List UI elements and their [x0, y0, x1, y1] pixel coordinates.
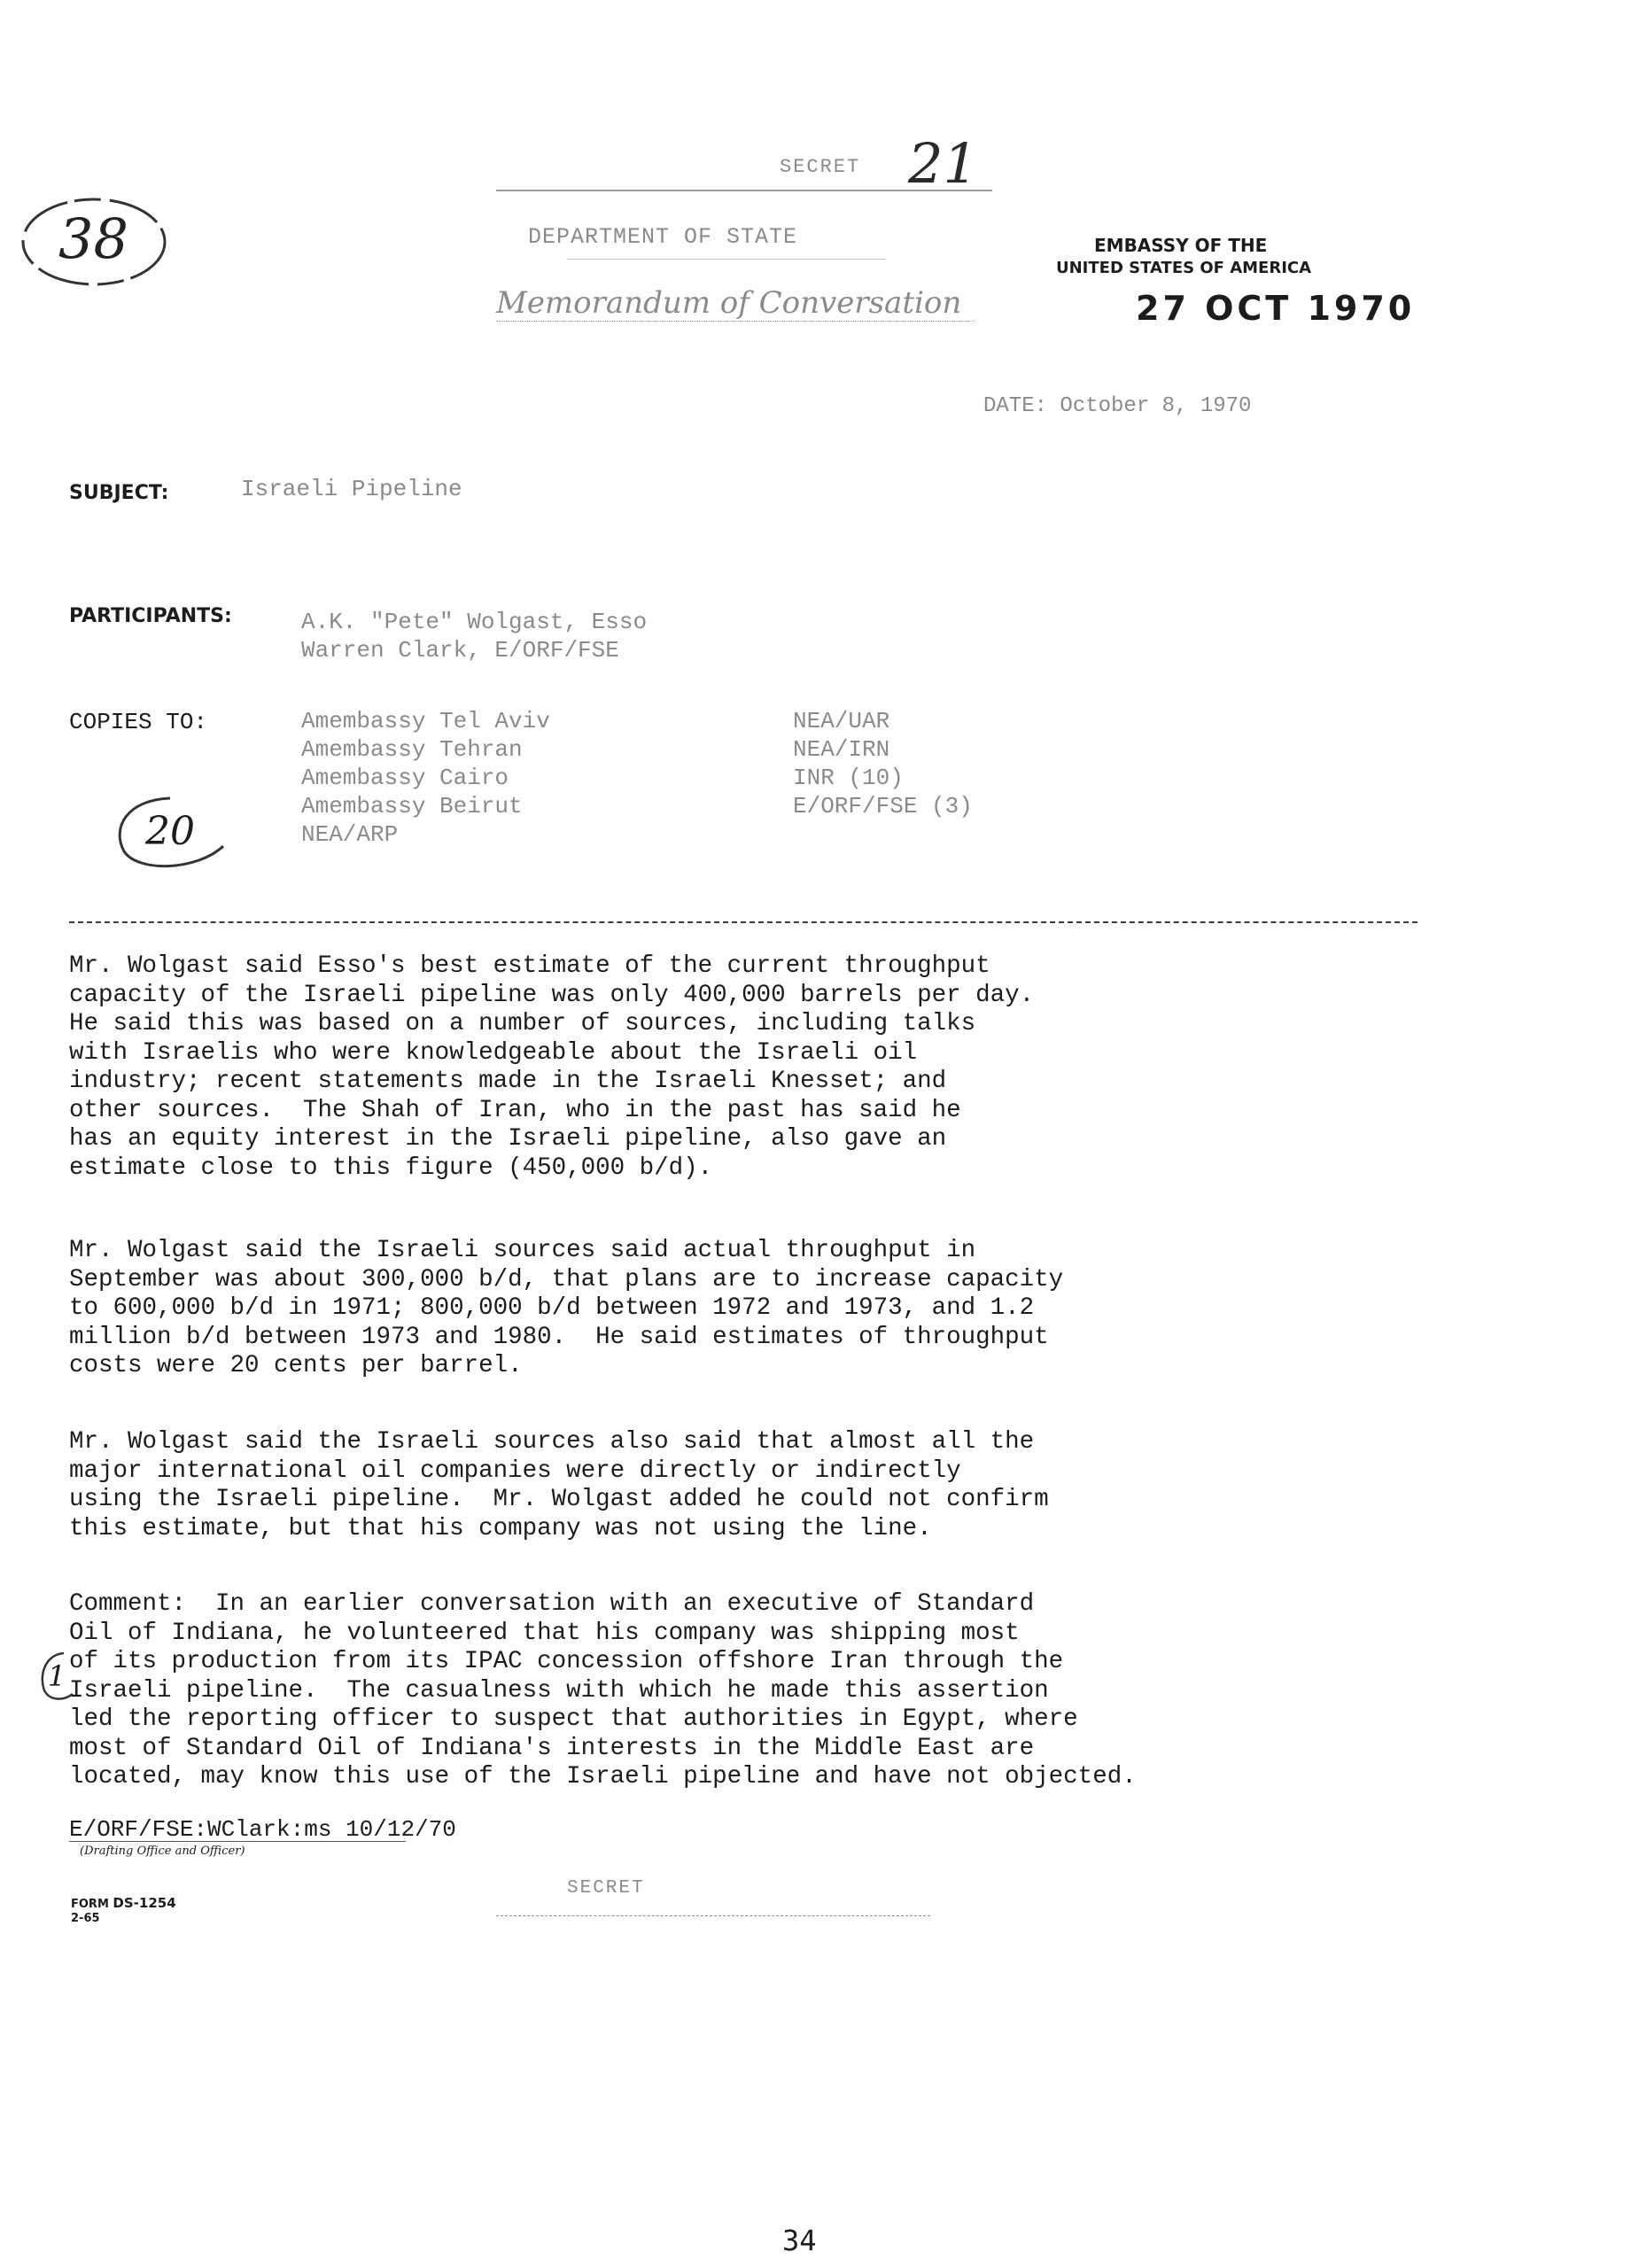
- classification-bottom: SECRET: [567, 1878, 645, 1899]
- body-paragraph-4-comment: Comment: In an earlier conversation with an executive of Standard Oil of Indiana, he volunteered that his company was shipping most of its production from its IPAC concession offshore Iran through the Israeli pipeline. The casualness with which he made this assertion led the reporting officer to suspect that authorities in Egypt, where most of Standard Oil of Indiana's interests in the Middle East are located, may know this use of the Israeli pipeline and have not objected.: [69, 1590, 1137, 1790]
- form-number-block: [71, 1896, 176, 1926]
- top-handwritten-number: 21: [908, 131, 978, 196]
- handwritten-copies-text: 20: [145, 809, 195, 854]
- handwritten-circled-number: [16, 190, 171, 288]
- classification-bottom-underline: [496, 1915, 930, 1916]
- memo-type-underline: [496, 321, 975, 322]
- margin-mark-text: 1: [47, 1659, 66, 1693]
- form-number: DS-1254: [113, 1895, 176, 1911]
- date-label: DATE:: [983, 394, 1048, 418]
- handwritten-copies-mark: [108, 793, 232, 873]
- embassy-stamp-date: 27 OCT 1970: [1136, 289, 1416, 328]
- participant-item: Warren Clark, E/ORF/FSE: [301, 637, 619, 664]
- copies-item: NEA/UAR: [793, 708, 890, 734]
- participant-item: A.K. "Pete" Wolgast, Esso: [301, 609, 648, 635]
- copies-item: Amembassy Beirut: [301, 793, 523, 819]
- copies-column-1: [301, 707, 550, 849]
- copies-item: NEA/ARP: [301, 821, 399, 848]
- date-row: [983, 394, 1251, 418]
- participants-list: [301, 608, 647, 664]
- copies-item: Amembassy Tehran: [301, 736, 523, 763]
- copies-label: COPIES TO:: [69, 709, 208, 735]
- drafted-underline: [69, 1841, 406, 1842]
- form-date: 2-65: [71, 1912, 100, 1925]
- copies-item: E/ORF/FSE (3): [793, 793, 973, 819]
- handwritten-number-text: 38: [58, 206, 128, 271]
- copies-item: Amembassy Cairo: [301, 765, 509, 791]
- copies-item: INR (10): [793, 765, 904, 791]
- body-paragraph-1: Mr. Wolgast said Esso's best estimate of the current throughput capacity of the Israeli pipeline was only 400,000 barrels per day. He said this was based on a number of sources, including talks with Israelis who were knowledgeable about the Israeli oil industry; recent statements made in the Israeli Knesset; and other sources. The Shah of Iran, who in the past has said he has an equity interest in the Israeli pipeline, also gave an estimate close to this figure (450,000 b/d).: [69, 952, 1035, 1182]
- body-paragraph-2: Mr. Wolgast said the Israeli sources said actual throughput in September was about 300,000 b/d, that plans are to increase capacity to 600,000 b/d in 1971; 800,000 b/d between 1972 and 1973, and 1.2 million b/d between 1973 and 1980. He said estimates of throughput costs were 20 cents per barrel.: [69, 1237, 1064, 1379]
- copies-column-2: [793, 707, 973, 820]
- embassy-stamp-line1: EMBASSY OF THE: [1094, 235, 1268, 256]
- embassy-stamp-line2: UNITED STATES OF AMERICA: [1056, 259, 1312, 277]
- copies-item: Amembassy Tel Aviv: [301, 708, 550, 734]
- memo-type: Memorandum of Conversation: [496, 285, 962, 321]
- page-number: 34: [782, 2224, 817, 2257]
- form-label: FORM: [71, 1898, 109, 1911]
- drafted-by: E/ORF/FSE:WClark:ms 10/12/70: [69, 1816, 456, 1843]
- subject-label: SUBJECT:: [69, 482, 169, 504]
- participants-label: PARTICIPANTS:: [69, 605, 232, 627]
- section-divider: [69, 921, 1418, 923]
- drafted-caption: (Drafting Office and Officer): [80, 1845, 245, 1858]
- body-paragraph-3: Mr. Wolgast said the Israeli sources also said that almost all the major international oil companies were directly or indirectly using the Israeli pipeline. Mr. Wolgast added he could not confirm this estimate, but that his company was not using the line.: [69, 1428, 1049, 1542]
- margin-circled-mark: [37, 1650, 76, 1703]
- copies-item: NEA/IRN: [793, 736, 890, 763]
- department-heading: DEPARTMENT OF STATE: [528, 224, 798, 250]
- date-value: October 8, 1970: [1060, 394, 1252, 418]
- classification-top: SECRET: [780, 156, 861, 178]
- subject-value: Israeli Pipeline: [241, 476, 462, 502]
- department-underline: [567, 259, 886, 260]
